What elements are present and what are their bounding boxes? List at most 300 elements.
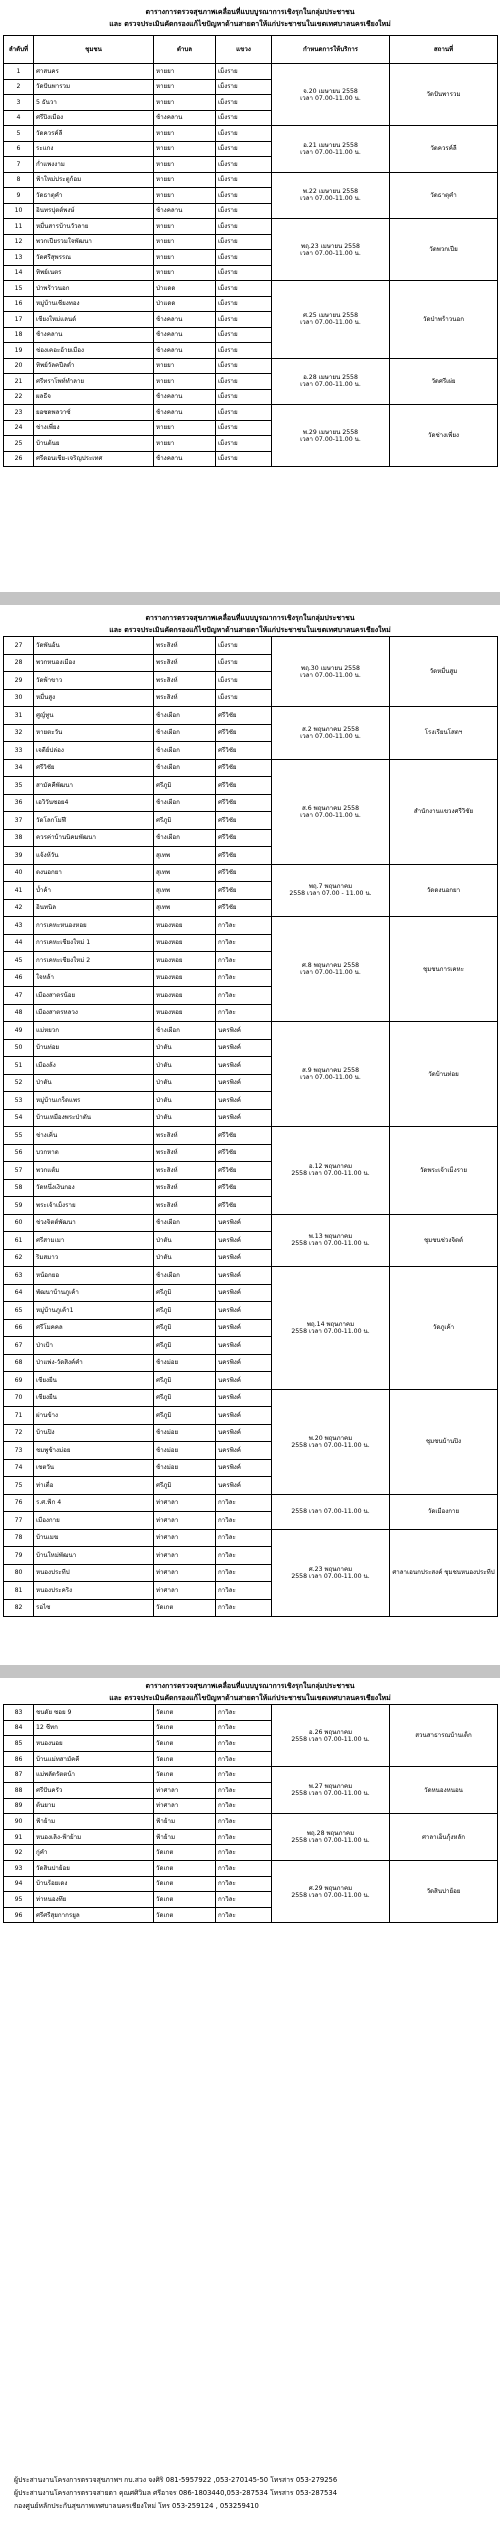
subdistrict: ท่าศาลา bbox=[154, 1494, 216, 1512]
column-header: แขวง bbox=[216, 36, 272, 64]
row-number: 7 bbox=[4, 157, 34, 173]
row-number: 73 bbox=[4, 1442, 34, 1460]
community-name: ป่าตัน bbox=[34, 1074, 154, 1092]
community-name: บ้านร้อยเดง bbox=[34, 1876, 154, 1892]
district: ศรีวิชัย bbox=[216, 864, 272, 882]
service-time: 2558 เวลา 07.00-11.00 น. bbox=[291, 1790, 370, 1798]
row-number: 45 bbox=[4, 952, 34, 970]
district: เม็งราย bbox=[216, 672, 272, 690]
subdistrict: หายยา bbox=[154, 141, 216, 157]
column-header: ลำดับที่ bbox=[4, 36, 34, 64]
community-name: บ้านแม่ทสามัคคี bbox=[34, 1751, 154, 1767]
community-name: 12 ชีทก bbox=[34, 1720, 154, 1736]
district: นครพิงค์ bbox=[216, 1319, 272, 1337]
service-date: จ.20 เมษายน 2558 bbox=[303, 87, 358, 95]
subdistrict: ช้างคลาน bbox=[154, 110, 216, 126]
service-date: ศ.25 เมษายน 2558 bbox=[302, 312, 359, 320]
row-number: 16 bbox=[4, 296, 34, 312]
subdistrict: หายยา bbox=[154, 64, 216, 80]
community-name: ฟ้าใหม่ประตูก้อม bbox=[34, 172, 154, 188]
table-row bbox=[4, 1705, 498, 1721]
community-name: ช่องเคอะอ้ายเมือง bbox=[34, 343, 154, 359]
subdistrict: สุเทพ bbox=[154, 882, 216, 900]
subdistrict: ป่าตัน bbox=[154, 1249, 216, 1267]
service-date: อ.12 พฤษภาคม bbox=[308, 1163, 353, 1171]
venue: วัดสินปาย้อย bbox=[390, 1860, 498, 1922]
district: เม็งราย bbox=[216, 689, 272, 707]
district: นครพิงค์ bbox=[216, 1057, 272, 1075]
district: นครพิงค์ bbox=[216, 1109, 272, 1127]
community-name: วัดปันพารวม bbox=[34, 79, 154, 95]
community-name: ก่ำแพงงาม bbox=[34, 157, 154, 173]
subdistrict: ช้างเผือก bbox=[154, 829, 216, 847]
community-name: หนองประทีป bbox=[34, 1564, 154, 1582]
service-date: พ.22 เมษายน 2558 bbox=[302, 188, 359, 196]
community-name: บ้ำค้า bbox=[34, 882, 154, 900]
subdistrict: หนองหอย bbox=[154, 934, 216, 952]
community-name: ศูญ์ทูน bbox=[34, 707, 154, 725]
subdistrict: วัดเกต bbox=[154, 1845, 216, 1861]
schedule-title: และ ตรวจประเมินคัดกรองแก้ไขปัญหาด้านสายตาให้แก่ประชาชนในเขตเทศบาลนครเชียงใหม่ bbox=[109, 20, 391, 28]
service-date-cell bbox=[272, 358, 390, 405]
row-number: 19 bbox=[4, 343, 34, 359]
table-row bbox=[4, 864, 498, 882]
community-name: 5 ธันวา bbox=[34, 95, 154, 111]
service-date: พฤ.7 พฤษภาคม bbox=[308, 883, 353, 891]
community-name: เอวิวันซอย4 bbox=[34, 794, 154, 812]
subdistrict: ช้างม่อย bbox=[154, 1424, 216, 1442]
district: นครพิงค์ bbox=[216, 1214, 272, 1232]
subdistrict: วัดเกต bbox=[154, 1705, 216, 1721]
row-number: 5 bbox=[4, 126, 34, 142]
district: กาวิละ bbox=[216, 1829, 272, 1845]
subdistrict: วัดเกต bbox=[154, 1860, 216, 1876]
service-date-cell bbox=[272, 1814, 390, 1861]
row-number: 9 bbox=[4, 188, 34, 204]
service-time: เวลา 07.00-11.00 น. bbox=[300, 969, 361, 976]
subdistrict: พระสิงห์ bbox=[154, 1162, 216, 1180]
schedule-table bbox=[3, 636, 498, 1617]
row-number: 4 bbox=[4, 110, 34, 126]
row-number: 86 bbox=[4, 1751, 34, 1767]
service-time: 2558 เวลา 07.00-11.00 น. bbox=[291, 1837, 370, 1845]
service-time: 2558 เวลา 07.00-11.00 น. bbox=[291, 1508, 370, 1515]
row-number: 57 bbox=[4, 1162, 34, 1180]
community-name: หมู่บ้านเกร็ดแพร bbox=[34, 1092, 154, 1110]
table-row bbox=[4, 1814, 498, 1830]
service-date-cell bbox=[272, 219, 390, 281]
community-name: ผ่านข้าง bbox=[34, 1407, 154, 1425]
row-number: 46 bbox=[4, 969, 34, 987]
subdistrict: สุเทพ bbox=[154, 847, 216, 865]
subdistrict: ป่าตัน bbox=[154, 1109, 216, 1127]
district: เม็งราย bbox=[216, 436, 272, 452]
table-row bbox=[4, 126, 498, 142]
table-row bbox=[4, 405, 498, 421]
row-number: 48 bbox=[4, 1004, 34, 1022]
community-name: ใจหล้า bbox=[34, 969, 154, 987]
community-name: ทิพย์วัลคปีลด่ำ bbox=[34, 358, 154, 374]
row-number: 91 bbox=[4, 1829, 34, 1845]
district: ศรีวิชัย bbox=[216, 724, 272, 742]
venue: วัดหนองหนอน bbox=[390, 1767, 498, 1814]
table-row bbox=[4, 281, 498, 297]
community-name: พระเจ้าเม็งราย bbox=[34, 1197, 154, 1215]
row-number: 25 bbox=[4, 436, 34, 452]
district: นครพิงค์ bbox=[216, 1337, 272, 1355]
subdistrict: ป่าแดด bbox=[154, 281, 216, 297]
row-number: 51 bbox=[4, 1057, 34, 1075]
community-name: พวกเปียรวมใจพัฒนา bbox=[34, 234, 154, 250]
service-date-cell bbox=[272, 707, 390, 760]
row-number: 85 bbox=[4, 1736, 34, 1752]
community-name: เจดีย์ปล่อง bbox=[34, 742, 154, 760]
district: กาวิละ bbox=[216, 1782, 272, 1798]
community-name: ป่าเป้า bbox=[34, 1337, 154, 1355]
venue: สวนสาธารณบ้านเด็ก bbox=[390, 1705, 498, 1767]
row-number: 18 bbox=[4, 327, 34, 343]
row-number: 56 bbox=[4, 1144, 34, 1162]
district: เม็งราย bbox=[216, 405, 272, 421]
row-number: 31 bbox=[4, 707, 34, 725]
district: นครพิงค์ bbox=[216, 1442, 272, 1460]
venue: โรงเรียนโสตฯ bbox=[390, 707, 498, 760]
column-header: ชุมชน bbox=[34, 36, 154, 64]
district: กาวิละ bbox=[216, 1564, 272, 1582]
district: นครพิงค์ bbox=[216, 1232, 272, 1250]
service-date: พฤ.28 พฤษภาคม bbox=[306, 1830, 355, 1838]
community-name: รอไซ bbox=[34, 1599, 154, 1617]
row-number: 68 bbox=[4, 1354, 34, 1372]
community-name: วัดหนึ่งเงินกอง bbox=[34, 1179, 154, 1197]
subdistrict: ช้างคลาน bbox=[154, 203, 216, 219]
table-row bbox=[4, 1022, 498, 1040]
district: เม็งราย bbox=[216, 188, 272, 204]
community-name: บวกหาด bbox=[34, 1144, 154, 1162]
row-number: 84 bbox=[4, 1720, 34, 1736]
subdistrict: สุเทพ bbox=[154, 864, 216, 882]
community-name: ต้นยาม bbox=[34, 1798, 154, 1814]
row-number: 94 bbox=[4, 1876, 34, 1892]
subdistrict: ช้างคลาน bbox=[154, 343, 216, 359]
service-time: 2558 เวลา 07.00-11.00 น. bbox=[291, 1441, 370, 1449]
service-date-cell bbox=[272, 126, 390, 173]
service-date-cell bbox=[272, 1860, 390, 1922]
community-name: ดงนอกยา bbox=[34, 864, 154, 882]
subdistrict: ป่าแดด bbox=[154, 296, 216, 312]
district: กาวิละ bbox=[216, 1547, 272, 1565]
subdistrict: พระสิงห์ bbox=[154, 1179, 216, 1197]
service-date: ศ.8 พฤษภาคม 2558 bbox=[301, 962, 360, 969]
subdistrict: ศรีภูมิ bbox=[154, 1302, 216, 1320]
service-date-cell bbox=[272, 64, 390, 126]
subdistrict: หายยา bbox=[154, 188, 216, 204]
row-number: 79 bbox=[4, 1547, 34, 1565]
district: กาวิละ bbox=[216, 1860, 272, 1876]
table-row bbox=[4, 1767, 498, 1783]
district: ศรีวิชัย bbox=[216, 899, 272, 917]
service-date: ส.6 พฤษภาคม 2558 bbox=[301, 804, 360, 812]
row-number: 95 bbox=[4, 1892, 34, 1908]
district: กาวิละ bbox=[216, 1705, 272, 1721]
row-number: 92 bbox=[4, 1845, 34, 1861]
service-date-cell bbox=[272, 1389, 390, 1494]
district: ศรีวิชัย bbox=[216, 882, 272, 900]
community-name: หมู่บ้านเชียงทอง bbox=[34, 296, 154, 312]
row-number: 10 bbox=[4, 203, 34, 219]
row-number: 14 bbox=[4, 265, 34, 281]
community-name: หมื่นสูง bbox=[34, 689, 154, 707]
community-name: วัดธาตุคำ bbox=[34, 188, 154, 204]
subdistrict: ช้างม่อย bbox=[154, 1442, 216, 1460]
community-name: เชียงยืน bbox=[34, 1372, 154, 1390]
service-time: เวลา 07.00-11.00 น. bbox=[300, 319, 361, 327]
table-row bbox=[4, 1494, 498, 1512]
service-date: พฤ.14 พฤษภาคม bbox=[306, 1320, 355, 1328]
venue: วัดดงนอกยา bbox=[390, 864, 498, 917]
venue: ชุมชนช่วงจิตต์ bbox=[390, 1214, 498, 1267]
row-number: 22 bbox=[4, 389, 34, 405]
district: ศรีวิชัย bbox=[216, 812, 272, 830]
venue: วัดศรีเผ่ย bbox=[390, 358, 498, 405]
service-date: อ.28 เมษายน 2558 bbox=[303, 374, 358, 382]
subdistrict: หายยา bbox=[154, 250, 216, 266]
community-name: เมืองกาย bbox=[34, 1512, 154, 1530]
district: เม็งราย bbox=[216, 95, 272, 111]
district: เม็งราย bbox=[216, 265, 272, 281]
service-time: 2558 เวลา 07.00-11.00 น. bbox=[291, 1240, 370, 1248]
column-header: สถานที่ bbox=[390, 36, 498, 64]
subdistrict: วัดเกต bbox=[154, 1736, 216, 1752]
subdistrict: ท่าศาลา bbox=[154, 1798, 216, 1814]
subdistrict: หนองหอย bbox=[154, 917, 216, 935]
row-number: 76 bbox=[4, 1494, 34, 1512]
community-name: เชียงยืน bbox=[34, 1389, 154, 1407]
row-number: 8 bbox=[4, 172, 34, 188]
row-number: 90 bbox=[4, 1814, 34, 1830]
service-date-cell bbox=[272, 917, 390, 1022]
community-name: หายตะวัน bbox=[34, 724, 154, 742]
district: เม็งราย bbox=[216, 420, 272, 436]
subdistrict: ศรีภูมิ bbox=[154, 1477, 216, 1495]
row-number: 64 bbox=[4, 1284, 34, 1302]
service-time: 2558 เวลา 07.00-11.00 น. bbox=[291, 1572, 370, 1580]
page-separator bbox=[0, 592, 500, 605]
service-date-cell bbox=[272, 1267, 390, 1390]
district: นครพิงค์ bbox=[216, 1022, 272, 1040]
service-date: ศ.29 พฤษภาคม bbox=[308, 1884, 353, 1892]
subdistrict: ป่าตัน bbox=[154, 1074, 216, 1092]
row-number: 47 bbox=[4, 987, 34, 1005]
schedule-title: ตารางการตรวจสุขภาพเคลื่อนที่แบบบูรณาการเชิงรุกในกลุ่มประชาชน bbox=[145, 614, 355, 622]
community-name: ท่าหนองทึย bbox=[34, 1892, 154, 1908]
district: กาวิละ bbox=[216, 1767, 272, 1783]
district: นครพิงค์ bbox=[216, 1354, 272, 1372]
subdistrict: ศรีภูมิ bbox=[154, 1389, 216, 1407]
subdistrict: วัดเกต bbox=[154, 1720, 216, 1736]
district: กาวิละ bbox=[216, 1582, 272, 1600]
subdistrict: วัดเกต bbox=[154, 1599, 216, 1617]
row-number: 24 bbox=[4, 420, 34, 436]
schedule-title: ตารางการตรวจสุขภาพเคลื่อนที่แบบบูรณาการเชิงรุกในกลุ่มประชาชน bbox=[145, 8, 355, 16]
district: นครพิงค์ bbox=[216, 1267, 272, 1285]
row-number: 74 bbox=[4, 1459, 34, 1477]
row-number: 89 bbox=[4, 1798, 34, 1814]
community-name: ศรีศรีสุยกากรยูล bbox=[34, 1907, 154, 1923]
district: นครพิงค์ bbox=[216, 1249, 272, 1267]
table-row bbox=[4, 64, 498, 80]
subdistrict: ช้างเผือก bbox=[154, 707, 216, 725]
subdistrict: สุเทพ bbox=[154, 899, 216, 917]
district: กาวิละ bbox=[216, 1512, 272, 1530]
service-time: 2558 เวลา 07.00-11.00 น. bbox=[291, 1891, 370, 1899]
community-name: เมืองสาตรน้อย bbox=[34, 987, 154, 1005]
service-time: เวลา 07.00-11.00 น. bbox=[300, 671, 361, 679]
row-number: 59 bbox=[4, 1197, 34, 1215]
district: ศรีวิชัย bbox=[216, 742, 272, 760]
service-date: พ.13 พฤษภาคม bbox=[308, 1233, 353, 1241]
row-number: 30 bbox=[4, 689, 34, 707]
row-number: 66 bbox=[4, 1319, 34, 1337]
community-name: บ้านต้นย bbox=[34, 436, 154, 452]
subdistrict: ป่าตัน bbox=[154, 1092, 216, 1110]
venue: วัดควรค์ลี bbox=[390, 126, 498, 173]
subdistrict: พระสิงห์ bbox=[154, 637, 216, 655]
district: ศรีวิชัย bbox=[216, 759, 272, 777]
district: กาวิละ bbox=[216, 987, 272, 1005]
district: นครพิงค์ bbox=[216, 1407, 272, 1425]
service-date-cell bbox=[272, 637, 390, 707]
schedule-table bbox=[3, 1704, 498, 1923]
service-time: เวลา 07.00-11.00 น. bbox=[300, 195, 361, 203]
district: เม็งราย bbox=[216, 79, 272, 95]
community-name: หมื่นสารบ้านวัวลาย bbox=[34, 219, 154, 235]
table-row bbox=[4, 1214, 498, 1232]
service-time: เวลา 07.00-11.00 น. bbox=[300, 148, 361, 156]
row-number: 40 bbox=[4, 864, 34, 882]
service-time: เวลา 07.00-11.00 น. bbox=[300, 249, 361, 257]
district: เม็งราย bbox=[216, 451, 272, 467]
row-number: 75 bbox=[4, 1477, 34, 1495]
district: เม็งราย bbox=[216, 312, 272, 328]
district: กาวิละ bbox=[216, 1798, 272, 1814]
service-date-cell bbox=[272, 1127, 390, 1215]
district: กาวิละ bbox=[216, 1907, 272, 1923]
service-time: 2558 เวลา 07.00-11.00 น. bbox=[291, 1327, 370, 1335]
community-name: บ้านปิง bbox=[34, 1424, 154, 1442]
row-number: 83 bbox=[4, 1705, 34, 1721]
district: เม็งราย bbox=[216, 327, 272, 343]
community-name: การเคหะหนองหอย bbox=[34, 917, 154, 935]
service-date-cell bbox=[272, 864, 390, 917]
community-name: หนองเลิง-ฟ้าย้าม bbox=[34, 1829, 154, 1845]
community-name: วัดควรค์ลี bbox=[34, 126, 154, 142]
subdistrict: หนองหอย bbox=[154, 987, 216, 1005]
footer-line-1: ผู้ประสานงานโครงการตรวจสุขภาพฯ กบ.สวง จงศิริ 081-5957922 ,053-270145-50 โทรสาร 053-279256 bbox=[14, 2476, 338, 2484]
subdistrict: ช้างม่อย bbox=[154, 1459, 216, 1477]
row-number: 28 bbox=[4, 654, 34, 672]
subdistrict: ท่าศาลา bbox=[154, 1529, 216, 1547]
subdistrict: วัดเกต bbox=[154, 1751, 216, 1767]
subdistrict: หนองหอย bbox=[154, 969, 216, 987]
subdistrict: ป่าตัน bbox=[154, 1057, 216, 1075]
schedule-title: และ ตรวจประเมินคัดกรองแก้ไขปัญหาด้านสายตาให้แก่ประชาชนในเขตเทศบาลนครเชียงใหม่ bbox=[109, 1694, 391, 1702]
row-number: 55 bbox=[4, 1127, 34, 1145]
community-name: การเคหะเชียงใหม่ 2 bbox=[34, 952, 154, 970]
community-name: ช้างคลาน bbox=[34, 327, 154, 343]
community-name: เชตวัน bbox=[34, 1459, 154, 1477]
subdistrict: ศรีภูมิ bbox=[154, 1319, 216, 1337]
district: กาวิละ bbox=[216, 969, 272, 987]
service-date-cell bbox=[272, 1494, 390, 1529]
table-row bbox=[4, 1127, 498, 1145]
district: กาวิละ bbox=[216, 1814, 272, 1830]
venue: ศาลาเอนกประสงค์ ชุมชนหนองประทีป bbox=[390, 1529, 498, 1617]
community-name: ทิพย์เนตร bbox=[34, 265, 154, 281]
community-name: ช่างเคิ่น bbox=[34, 1127, 154, 1145]
row-number: 23 bbox=[4, 405, 34, 421]
row-number: 53 bbox=[4, 1092, 34, 1110]
community-name: เมืองสาตรหลวง bbox=[34, 1004, 154, 1022]
subdistrict: ศรีภูมิ bbox=[154, 777, 216, 795]
subdistrict: ช้างคลาน bbox=[154, 389, 216, 405]
row-number: 37 bbox=[4, 812, 34, 830]
subdistrict: วัดเกต bbox=[154, 1767, 216, 1783]
row-number: 71 bbox=[4, 1407, 34, 1425]
subdistrict: ช้างคลาน bbox=[154, 327, 216, 343]
row-number: 93 bbox=[4, 1860, 34, 1876]
service-time: 2558 เวลา 07.00-11.00 น. bbox=[291, 1735, 370, 1743]
subdistrict: หายยา bbox=[154, 358, 216, 374]
subdistrict: หายยา bbox=[154, 79, 216, 95]
community-name: ระแกง bbox=[34, 141, 154, 157]
subdistrict: วัดเกต bbox=[154, 1876, 216, 1892]
community-name: ยอซดพลวาซ์ bbox=[34, 405, 154, 421]
district: เม็งราย bbox=[216, 374, 272, 390]
table-row bbox=[4, 759, 498, 777]
subdistrict: ท่าศาลา bbox=[154, 1512, 216, 1530]
row-number: 77 bbox=[4, 1512, 34, 1530]
subdistrict: หายยา bbox=[154, 420, 216, 436]
district: นครพิงค์ bbox=[216, 1039, 272, 1057]
service-date-cell bbox=[272, 1214, 390, 1267]
service-time: เวลา 07.00-11.00 น. bbox=[300, 435, 361, 443]
service-date-cell bbox=[272, 1705, 390, 1767]
row-number: 82 bbox=[4, 1599, 34, 1617]
district: กาวิละ bbox=[216, 952, 272, 970]
district: เม็งราย bbox=[216, 141, 272, 157]
district: กาวิละ bbox=[216, 934, 272, 952]
subdistrict: หายยา bbox=[154, 219, 216, 235]
service-date: อ.26 พฤษภาคม bbox=[308, 1728, 353, 1736]
service-date-cell bbox=[272, 172, 390, 219]
district: นครพิงค์ bbox=[216, 1372, 272, 1390]
subdistrict: ช้างเผือก bbox=[154, 742, 216, 760]
venue: วัดช่างเพี่ยง bbox=[390, 405, 498, 467]
subdistrict: ช้างคลาน bbox=[154, 405, 216, 421]
row-number: 6 bbox=[4, 141, 34, 157]
subdistrict: หายยา bbox=[154, 95, 216, 111]
row-number: 87 bbox=[4, 1767, 34, 1783]
subdistrict: ศรีภูมิ bbox=[154, 1372, 216, 1390]
service-date-cell bbox=[272, 1022, 390, 1127]
subdistrict: ช้างคลาน bbox=[154, 451, 216, 467]
row-number: 20 bbox=[4, 358, 34, 374]
row-number: 17 bbox=[4, 312, 34, 328]
row-number: 54 bbox=[4, 1109, 34, 1127]
venue: วัดเมืองกาย bbox=[390, 1494, 498, 1529]
community-name: ช่างเพี่ยง bbox=[34, 420, 154, 436]
